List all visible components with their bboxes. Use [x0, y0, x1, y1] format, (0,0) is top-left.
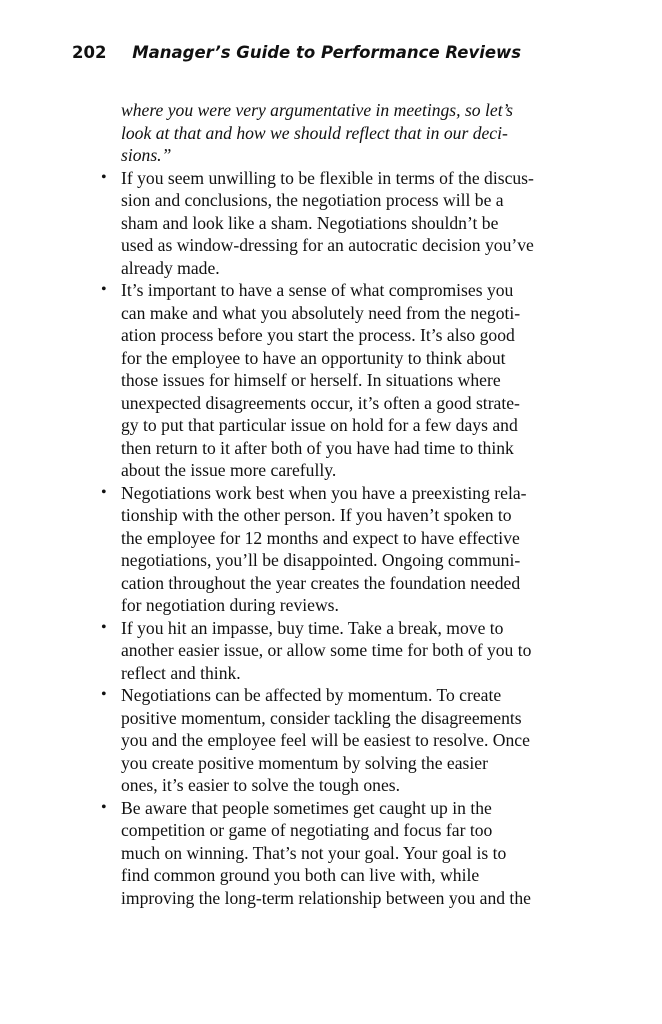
text-line: Negotiations work best when you have a preexisting rela- — [121, 482, 527, 503]
text-line: cation throughout the year creates the foundation needed — [121, 572, 521, 593]
text-line: If you hit an impasse, buy time. Take a break, move to — [121, 617, 504, 638]
text-line: Negotiations can be affected by momentum. To create — [121, 685, 502, 705]
text-line: competition or game of negotiating and focus far too — [121, 820, 493, 840]
text-line: positive momentum, consider tackling the disagreements — [121, 707, 522, 728]
bullet-icon: • — [101, 618, 107, 636]
bullet-item — [101, 482, 595, 617]
bullet-item — [101, 279, 595, 482]
bullet-item — [101, 617, 595, 685]
text-line: for negotiation during reviews. — [121, 595, 339, 615]
text-line: much on winning. That’s not your goal. Your goal is to — [121, 842, 507, 863]
text-line: ation process before you start the process. It’s also good — [121, 325, 515, 345]
body-text — [101, 99, 595, 909]
text-line: ones, it’s easier to solve the tough ones. — [121, 775, 401, 795]
text-line: already made. — [121, 257, 220, 278]
text-line: about the issue more carefully. — [121, 460, 337, 480]
bullet-icon: • — [101, 798, 107, 816]
text-line: It’s important to have a sense of what compromises you — [121, 280, 514, 300]
text-line: reflect and think. — [121, 662, 241, 683]
page-number: 202 — [72, 43, 107, 62]
text-line: you and the employee feel will be easiest to resolve. Once — [121, 730, 530, 750]
text-line: sions.” — [121, 145, 172, 165]
text-line: those issues for himself or herself. In situations where — [121, 370, 501, 390]
text-line: gy to put that particular issue on hold for a few days and — [121, 415, 518, 435]
text-line: negotiations, you’ll be disappointed. Ongoing communi- — [121, 550, 521, 570]
bullet-item — [101, 797, 595, 910]
text-line: sion and conclusions, the negotiation process will be a — [121, 190, 504, 210]
text-line: find common ground you both can live with, while — [121, 865, 480, 885]
intro-paragraph — [121, 99, 595, 167]
text-line: tionship with the other person. If you haven’t spoken to — [121, 505, 512, 525]
text-line: If you seem unwilling to be flexible in terms of the discus- — [121, 167, 534, 188]
text-line: Be aware that people sometimes get caught up in the — [121, 797, 492, 818]
bullet-item — [101, 684, 595, 797]
text-line: you create positive momentum by solving the easier — [121, 752, 488, 773]
text-line: sham and look like a sham. Negotiations shouldn’t be — [121, 212, 499, 233]
text-line: the employee for 12 months and expect to have effective — [121, 527, 520, 548]
text-line: can make and what you absolutely need from the negoti- — [121, 302, 521, 323]
text-line: used as window-dressing for an autocratic decision you’ve — [121, 235, 534, 255]
running-title: Manager’s Guide to Performance Reviews — [132, 43, 522, 62]
text-line: where you were very argumentative in meetings, so let’s — [121, 100, 514, 120]
page-header — [72, 42, 521, 64]
bullet-icon: • — [101, 686, 107, 703]
bullet-icon: • — [101, 483, 107, 501]
text-line: look at that and how we should reflect that in our deci- — [121, 122, 508, 143]
text-line: for the employee to have an opportunity to think about — [121, 347, 506, 368]
text-line: unexpected disagreements occur, it’s often a good strate- — [121, 392, 520, 413]
bullet-icon: • — [101, 168, 107, 186]
bullet-icon: • — [101, 281, 107, 298]
text-line: then return to it after both of you have had time to think — [121, 437, 514, 458]
bullet-item — [101, 167, 595, 280]
text-line: another easier issue, or allow some time for both of you to — [121, 640, 532, 660]
text-line: improving the long-term relationship between you and the — [121, 887, 531, 908]
